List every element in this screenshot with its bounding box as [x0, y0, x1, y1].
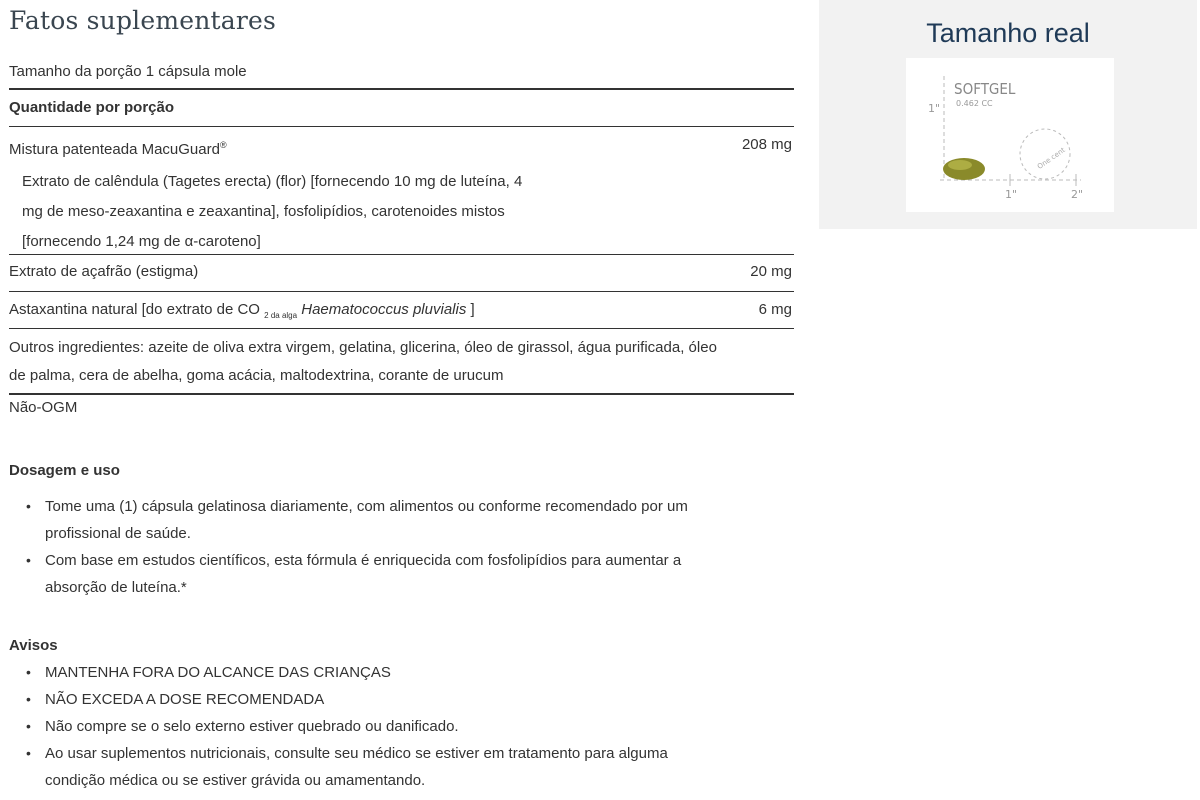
list-item	[9, 659, 789, 686]
registered-mark: ®	[219, 140, 227, 150]
other-ingredients-line: Outros ingredientes: azeite de oliva extra virgem, gelatina, glicerina, óleo de girassol, água purificada, óleo	[9, 339, 717, 356]
softgel-label: SOFTGEL	[954, 80, 1016, 98]
tick-label-2in: 2"	[1071, 188, 1084, 201]
divider	[9, 254, 794, 255]
blend-detail-line: [fornecendo 1,24 mg de α-caroteno]	[22, 233, 261, 250]
non-gmo-note: Não-OGM	[9, 399, 78, 416]
list-item-line: • MANTENHA FORA DO ALCANCE DAS CRIANÇAS	[45, 664, 391, 681]
nutrient-name: Mistura patenteada MacuGuard	[9, 141, 220, 158]
serving-size: Tamanho da porção 1 cápsula mole	[9, 63, 247, 80]
species-name: Haematococcus pluvialis	[301, 301, 467, 318]
divider	[9, 88, 794, 90]
blend-detail-line: mg de meso-zeaxantina e zeaxantina], fosfolipídios, carotenoides mistos	[22, 203, 505, 220]
list-item-line: • NÃO EXCEDA A DOSE RECOMENDADA	[45, 691, 325, 708]
list-item-line: • Não compre se o selo externo estiver quebrado ou danificado.	[45, 718, 459, 735]
warnings-list	[9, 659, 789, 794]
amount-per-serving-heading: Quantidade por porção	[9, 99, 175, 116]
softgel-size-diagram	[906, 58, 1114, 212]
list-item	[9, 547, 789, 601]
list-item	[9, 686, 789, 713]
divider	[9, 328, 794, 329]
blend-detail	[22, 167, 592, 257]
list-item	[9, 713, 789, 740]
divider	[9, 393, 794, 395]
blend-detail-line: Extrato de calêndula (Tagetes erecta) (flor) [fornecendo 10 mg de luteína, 4	[22, 173, 523, 190]
other-ingredients	[9, 334, 794, 390]
list-item	[9, 740, 789, 794]
subscript-note: 2 da alga	[264, 311, 298, 320]
nutrient-row-astaxanthin	[9, 300, 794, 326]
dosage-list	[9, 493, 789, 601]
coin-label: One cent	[1035, 146, 1067, 171]
list-item-line: • Com base em estudos científicos, esta fórmula é enriquecida com fosfolipídios para aumentar a	[45, 552, 682, 569]
bracket-close: ]	[470, 301, 475, 318]
list-item-line: absorção de luteína.*	[45, 579, 187, 596]
supplement-facts-panel	[9, 0, 794, 789]
nutrient-row-saffron	[9, 262, 794, 282]
nutrient-amount: 6 mg	[758, 301, 792, 318]
list-item-line: profissional de saúde.	[45, 525, 191, 542]
tick-label-1in-vertical: 1"	[928, 102, 941, 115]
other-ingredients-line: de palma, cera de abelha, goma acácia, maltodextrina, corante de urucum	[9, 367, 504, 384]
tick-label-1in: 1"	[1005, 188, 1018, 201]
warnings-heading: Avisos	[9, 637, 58, 654]
divider	[9, 291, 794, 292]
list-item-line: condição médica ou se estiver grávida ou amamentando.	[45, 772, 426, 789]
divider	[9, 126, 794, 127]
list-item-line: • Ao usar suplementos nutricionais, consulte seu médico se estiver em tratamento para alguma	[45, 745, 668, 762]
softgel-size-image	[906, 58, 1114, 212]
list-item-line: • Tome uma (1) cápsula gelatinosa diariamente, com alimentos ou conforme recomendado por um	[45, 498, 688, 515]
nutrient-name: Astaxantina natural [do extrato de CO	[9, 301, 260, 318]
nutrient-row-macuguard	[9, 135, 794, 160]
nutrient-amount: 20 mg	[750, 263, 792, 280]
dosage-heading: Dosagem e uso	[9, 462, 120, 479]
list-item	[9, 493, 789, 547]
supplement-facts-title: Fatos suplementares	[9, 6, 277, 35]
actual-size-panel	[819, 0, 1197, 229]
nutrient-name: Extrato de açafrão (estigma)	[9, 263, 199, 280]
softgel-volume: 0.462 CC	[956, 99, 993, 108]
nutrient-amount: 208 mg	[741, 136, 792, 153]
actual-size-title: Tamanho real	[926, 18, 1090, 48]
